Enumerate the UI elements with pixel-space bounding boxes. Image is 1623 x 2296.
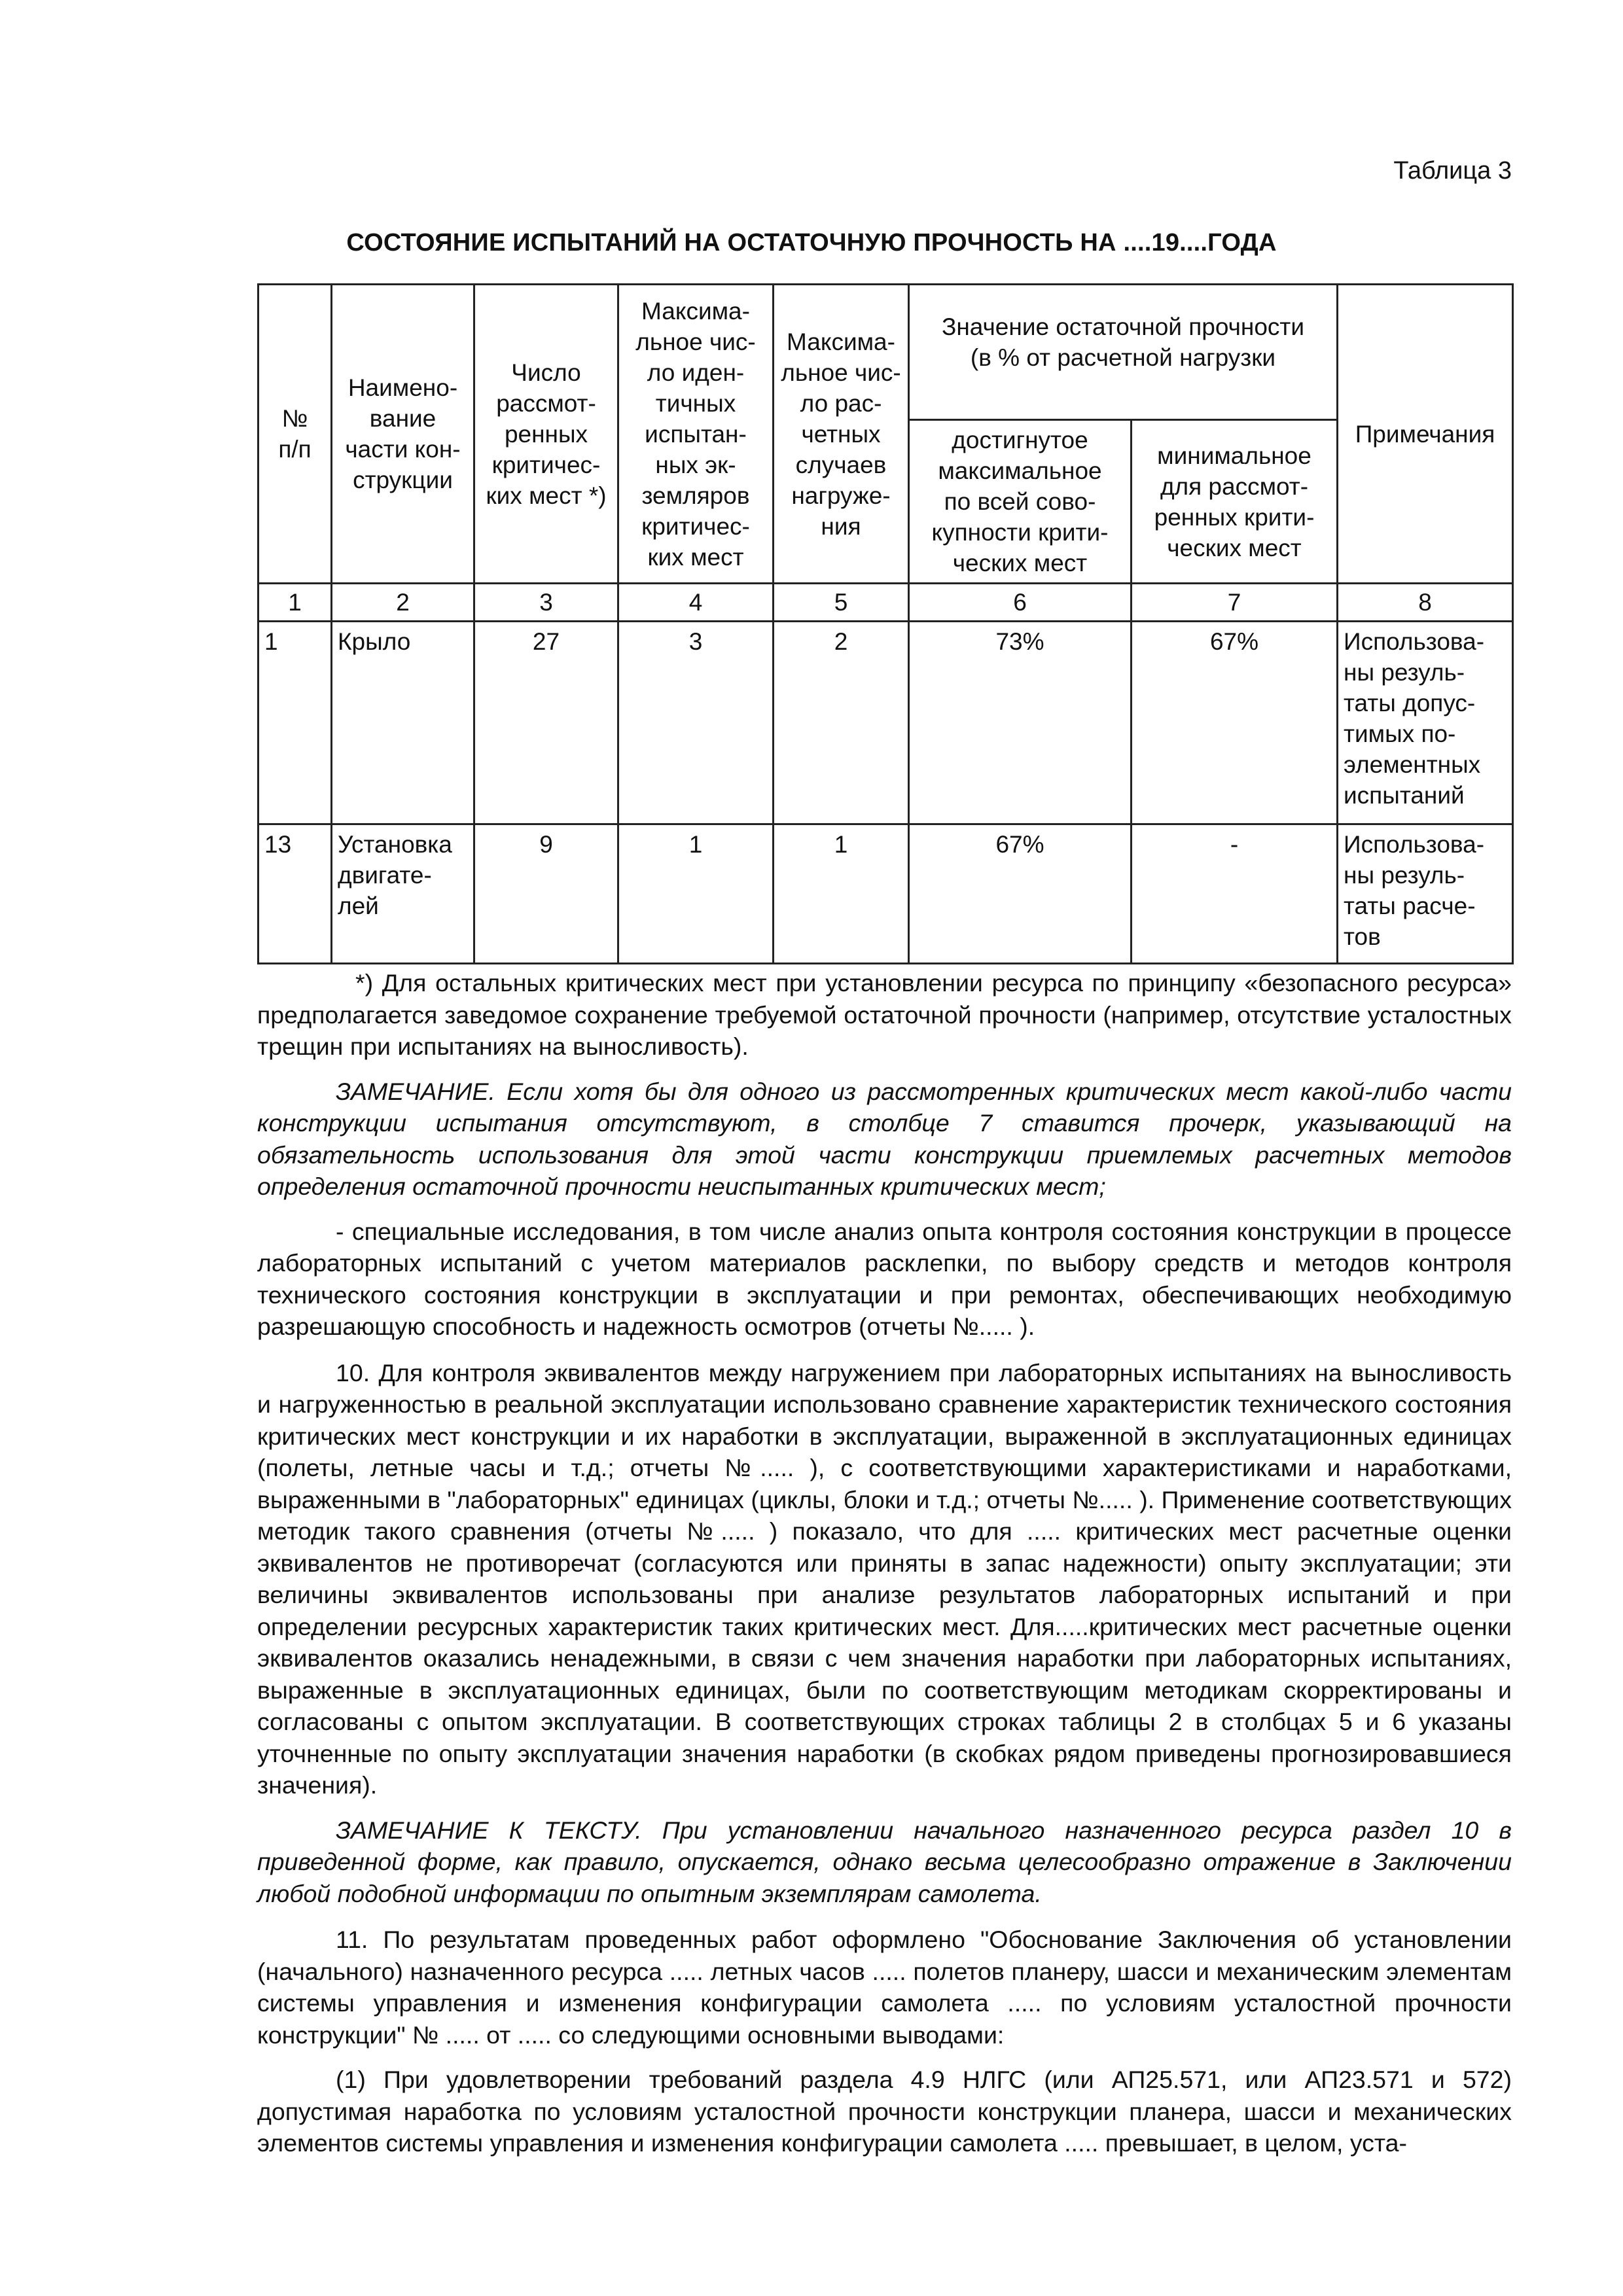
row-num: 13 [259,824,332,964]
row-max-load-cases: 2 [774,622,909,824]
row-minimal: - [1132,824,1338,964]
table-row [259,622,1513,824]
row-max-load-cases: 1 [774,824,909,964]
item-11-paragraph: 11. По результатам проведенных работ оформлено "Обоснование Заключения об установлении (начального) назначенного ресурса ..... летных часов ..... полетов планеру, шасси и механическим элементам системы управления и изменения конфигурации самолета ..... по условиям усталостной прочности конструкции" № ..... от ..... со следующими основными выводами: [257,1926,1512,2049]
col-number: 3 [474,584,618,622]
row-critical-count: 27 [474,622,618,824]
row-notes: Использова- ны резуль- таты расче- тов [1338,824,1513,964]
col-number: 2 [332,584,474,622]
residual-strength-table [257,283,1514,964]
note-paragraph: ЗАМЕЧАНИЕ. Если хотя бы для одного из рассмотренных критических мест какой-либо части конструкции испытания отсутствуют, в столбце 7 ставится прочерк, указывающий на обязательность использования для этой части конструкции приемлемых расчетных методов определения остаточной прочности неиспытанных критических мест; [257,1077,1512,1200]
note-to-text-paragraph: ЗАМЕЧАНИЕ К ТЕКСТУ. При установлении начального назначенного ресурса раздел 10 в приведенной форме, как правило, опускается, однако весьма целесообразно отражение в Заключении любой подобной информации по опытным экземплярам самолета. [257,1816,1512,1907]
table-row [259,824,1513,964]
col-number: 7 [1132,584,1338,622]
row-minimal: 67% [1132,622,1338,824]
header-notes: Примечания [1338,285,1513,584]
row-num: 1 [259,622,332,824]
row-part-name: Крыло [332,622,474,824]
row-part-name: Установка двигате- лей [332,824,474,964]
body-text [257,967,1512,2159]
row-achieved: 67% [909,824,1132,964]
header-part-name: Наимено- вание части кон- струкции [332,285,474,584]
header-residual-strength: Значение остаточной прочности (в % от расчетной нагрузки [909,285,1338,420]
col-number: 4 [618,584,774,622]
column-numbers-row [259,584,1513,622]
header-minimal: минимальное для рассмот- ренных крити- ческих мест [1132,420,1338,584]
col-number: 6 [909,584,1132,622]
special-studies-paragraph: - специальные исследования, в том числе анализ опыта контроля состояния конструкции в процессе лабораторных испытаний с учетом материалов расклепки, по выбору средств и методов контроля технического состояния конструкции в эксплуатации и при ремонтах, обеспечивающих необходимую разрешающую способность и надежность осмотров (отчеты №..... ). [257,1217,1512,1340]
header-num: № п/п [259,285,332,584]
col-number: 5 [774,584,909,622]
col-number: 8 [1338,584,1513,622]
footnote-paragraph: *) Для остальных критических мест при установлении ресурса по принципу «безопасного ресурса» предполагается заведомое сохранение требуемой остаточной прочности (например, отсутствие усталостных трещин при испытаниях на выносливость). [257,969,1512,1060]
header-critical-count: Число рассмот- ренных критичес- ких мест *) [474,285,618,584]
row-critical-count: 9 [474,824,618,964]
table-title: СОСТОЯНИЕ ИСПЫТАНИЙ НА ОСТАТОЧНУЮ ПРОЧНОСТЬ НА ....19....ГОДА [346,229,1277,256]
row-achieved: 73% [909,622,1132,824]
row-max-identical: 1 [618,824,774,964]
item-11-1-paragraph: (1) При удовлетворении требований раздела 4.9 НЛГС (или АП25.571, или АП23.571 и 572) допустимая наработка по условиям усталостной прочности конструкции планера, шасси и механических элементов системы управления и изменения конфигурации самолета ..... превышает, в целом, уста- [257,2066,1512,2157]
row-max-identical: 3 [618,622,774,824]
col-number: 1 [259,584,332,622]
item-10-paragraph: 10. Для контроля эквивалентов между нагружением при лабораторных испытаниях на выносливость и нагруженностью в реальной эксплуатации использовано сравнение характеристик технического состояния критических мест конструкции и их наработки в эксплуатации, выраженной в эксплуатационных единицах (полеты, летные часы и т.д.; отчеты №..... ), с соответствующими характеристиками и наработками, выраженными в "лабораторных" единицах (циклы, блоки и т.д.; отчеты №..... ). Применение соответствующих методик такого сравнения (отчеты №..... ) показало, что для ..... критических мест расчетные оценки эквивалентов не противоречат (согласуются или приняты в запас надежности) опыту эксплуатации; эти величины эквивалентов использованы при анализе результатов лабораторных испытаний и при определении ресурсных характеристик таких критических мест. Для.....критических мест расчетные оценки эквивалентов оказались ненадежными, в связи с чем значения наработки при лабораторных испытаниях, выраженные в эксплуатационных единицах, были по соответствующим методикам скорректированы и согласованы с опытом эксплуатации. В соответствующих строках таблицы 2 в столбцах 5 и 6 указаны уточненные по опыту эксплуатации значения наработки (в скобках рядом приведены прогнозировавшиеся значения). [257,1358,1512,1799]
header-achieved-max: достигнутое максимальное по всей сово- купности крити- ческих мест [909,420,1132,584]
row-notes: Использова- ны резуль- таты допус- тимых по- элементных испытаний [1338,622,1513,824]
header-max-load-cases: Максима- льное чис- ло рас- четных случаев нагруже- ния [774,285,909,584]
header-max-identical: Максима- льное чис- ло иден- тичных испытан- ных эк- земляров критичес- ких мест [618,285,774,584]
table-number-label: Таблица 3 [1393,157,1512,185]
